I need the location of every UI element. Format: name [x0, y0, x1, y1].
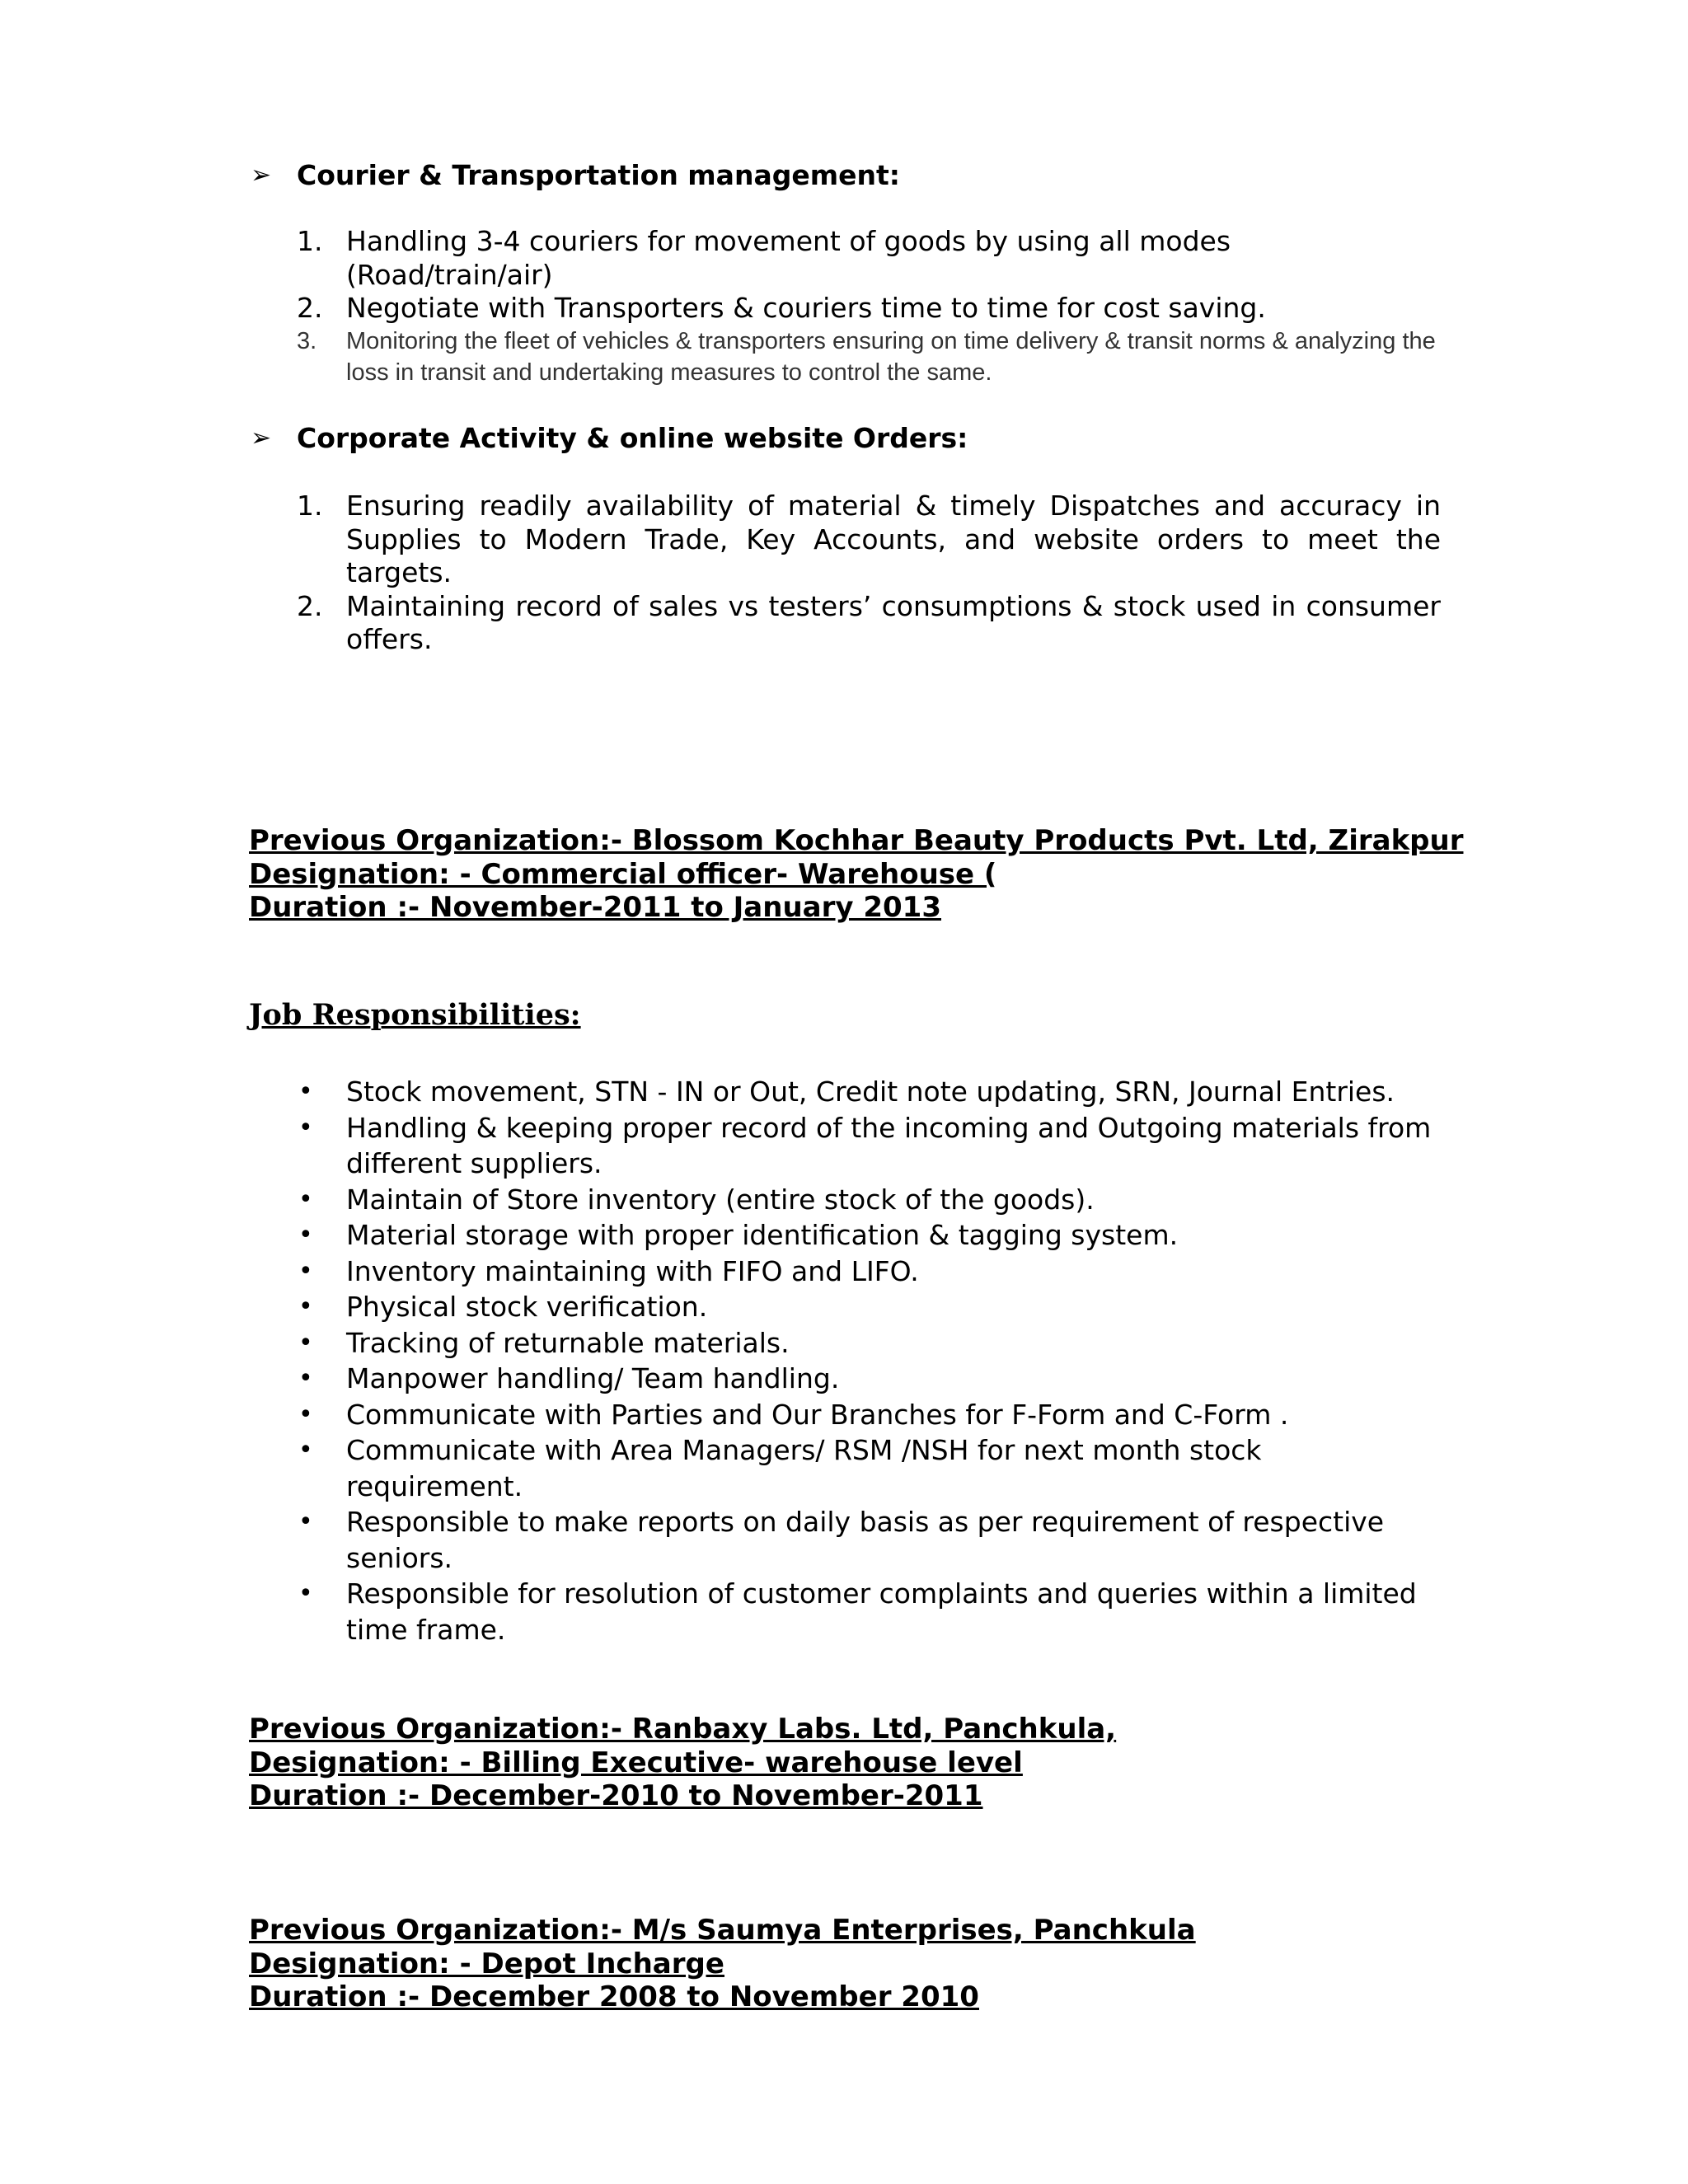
list-item-text: Tracking of returnable materials. — [346, 1326, 790, 1359]
list-item — [297, 1254, 1441, 1290]
list-item — [297, 1182, 1441, 1218]
list-item-text: Manpower handling/ Team handling. — [346, 1362, 840, 1394]
list-item-text: Handling & keeping proper record of the incoming and Outgoing materials from different suppliers. — [346, 1111, 1432, 1179]
list-item — [297, 590, 1441, 657]
list-item — [297, 1289, 1441, 1325]
list-item — [297, 326, 1441, 388]
designation-line: Designation: - Commercial officer- Warehouse ( — [249, 857, 997, 891]
org-block-ranbaxy — [249, 1713, 1116, 1813]
duration-line: Duration :- December 2008 to November 2010 — [249, 1980, 979, 2013]
list-item-text: Responsible for resolution of customer complaints and queries within a limited time frame. — [346, 1577, 1417, 1646]
list-item-text: Material storage with proper identification & tagging system. — [346, 1219, 1179, 1251]
corporate-section-title: Corporate Activity & online website Orders: — [297, 422, 968, 454]
organization-line: Previous Organization:- Ranbaxy Labs. Ltd, Panchkula, — [249, 1713, 1117, 1746]
list-item-text: Communicate with Parties and Our Branches for F-Form and C-Form . — [346, 1398, 1289, 1431]
list-item-text: Responsible to make reports on daily basis as per requirement of respective seniors. — [346, 1506, 1385, 1574]
list-item — [297, 1397, 1441, 1433]
designation-line: Designation: - Billing Executive- warehouse level — [249, 1746, 1023, 1779]
list-item — [297, 1576, 1441, 1647]
designation-line: Designation: - Depot Incharge — [249, 1947, 724, 1980]
bullet-icon: • — [298, 1077, 313, 1106]
list-number: 1. — [297, 225, 323, 257]
bullet-icon: • — [298, 1256, 313, 1286]
list-item-text: Negotiate with Transporters & couriers time to time for cost saving. — [346, 292, 1266, 324]
corporate-section-list — [297, 490, 1441, 657]
organization-line: Previous Organization:- M/s Saumya Enterprises, Panchkula — [249, 1914, 1196, 1947]
bullet-icon: • — [298, 1113, 313, 1142]
arrow-bullet-icon: ➢ — [251, 424, 272, 452]
list-item — [297, 1217, 1441, 1254]
list-item — [297, 1361, 1441, 1397]
list-item-text: Maintain of Store inventory (entire stock of the goods). — [346, 1183, 1095, 1216]
courier-section-title: Courier & Transportation management: — [297, 159, 900, 191]
list-item-text: Physical stock verification. — [346, 1291, 708, 1323]
list-item-text: Stock movement, STN - IN or Out, Credit note updating, SRN, Journal Entries. — [346, 1076, 1395, 1108]
bullet-icon: • — [298, 1507, 313, 1536]
corporate-section-heading — [251, 422, 968, 455]
list-item — [297, 1432, 1441, 1504]
list-item-text: Ensuring readily availability of material & timely Dispatches and accuracy in Supplies to Modern Trade, Key Accounts, and website orders to meet the targets. — [346, 490, 1441, 588]
bullet-icon: • — [298, 1292, 313, 1321]
duration-line: Duration :- December-2010 to November-2011 — [249, 1779, 983, 1812]
list-item — [297, 225, 1441, 292]
bullet-icon: • — [298, 1364, 313, 1393]
list-item — [297, 1074, 1441, 1110]
bullet-icon: • — [298, 1579, 313, 1608]
list-item — [297, 1110, 1441, 1182]
list-item-text: Communicate with Area Managers/ RSM /NSH for next month stock requirement. — [346, 1434, 1262, 1502]
list-item-text: Handling 3-4 couriers for movement of goods by using all modes (Road/train/air) — [346, 225, 1231, 291]
list-item-text: Monitoring the fleet of vehicles & transporters ensuring on time delivery & transit norms & analyzing the loss in transit and undertaking measures to control the same. — [346, 327, 1436, 386]
org-block-saumya — [249, 1914, 1196, 2014]
list-number: 2. — [297, 292, 323, 324]
bullet-icon: • — [298, 1399, 313, 1429]
list-item-text: Maintaining record of sales vs testers’ consumptions & stock used in consumer offers. — [346, 589, 1441, 655]
job-responsibilities-heading: Job Responsibilities: — [249, 998, 581, 1032]
courier-section-list — [297, 225, 1441, 388]
list-item — [297, 1325, 1441, 1361]
job-responsibilities-list — [297, 1074, 1441, 1647]
arrow-bullet-icon: ➢ — [251, 161, 272, 190]
organization-line: Previous Organization:- Blossom Kochhar Beauty Products Pvt. Ltd, Zirakpur — [249, 824, 1464, 857]
list-item — [297, 292, 1441, 326]
list-item-text: Inventory maintaining with FIFO and LIFO. — [346, 1254, 919, 1287]
list-item — [297, 490, 1441, 590]
bullet-icon: • — [298, 1221, 313, 1249]
list-number: 2. — [297, 589, 323, 622]
bullet-icon: • — [298, 1184, 313, 1214]
bullet-icon: • — [298, 1436, 313, 1465]
bullet-icon: • — [298, 1328, 313, 1357]
list-number: 1. — [297, 490, 323, 522]
courier-section-heading — [251, 159, 900, 192]
org-block-blossom-kochhar — [249, 824, 1464, 925]
list-item — [297, 1504, 1441, 1576]
list-number: 3. — [297, 327, 317, 354]
duration-line: Duration :- November-2011 to January 2013 — [249, 891, 941, 924]
